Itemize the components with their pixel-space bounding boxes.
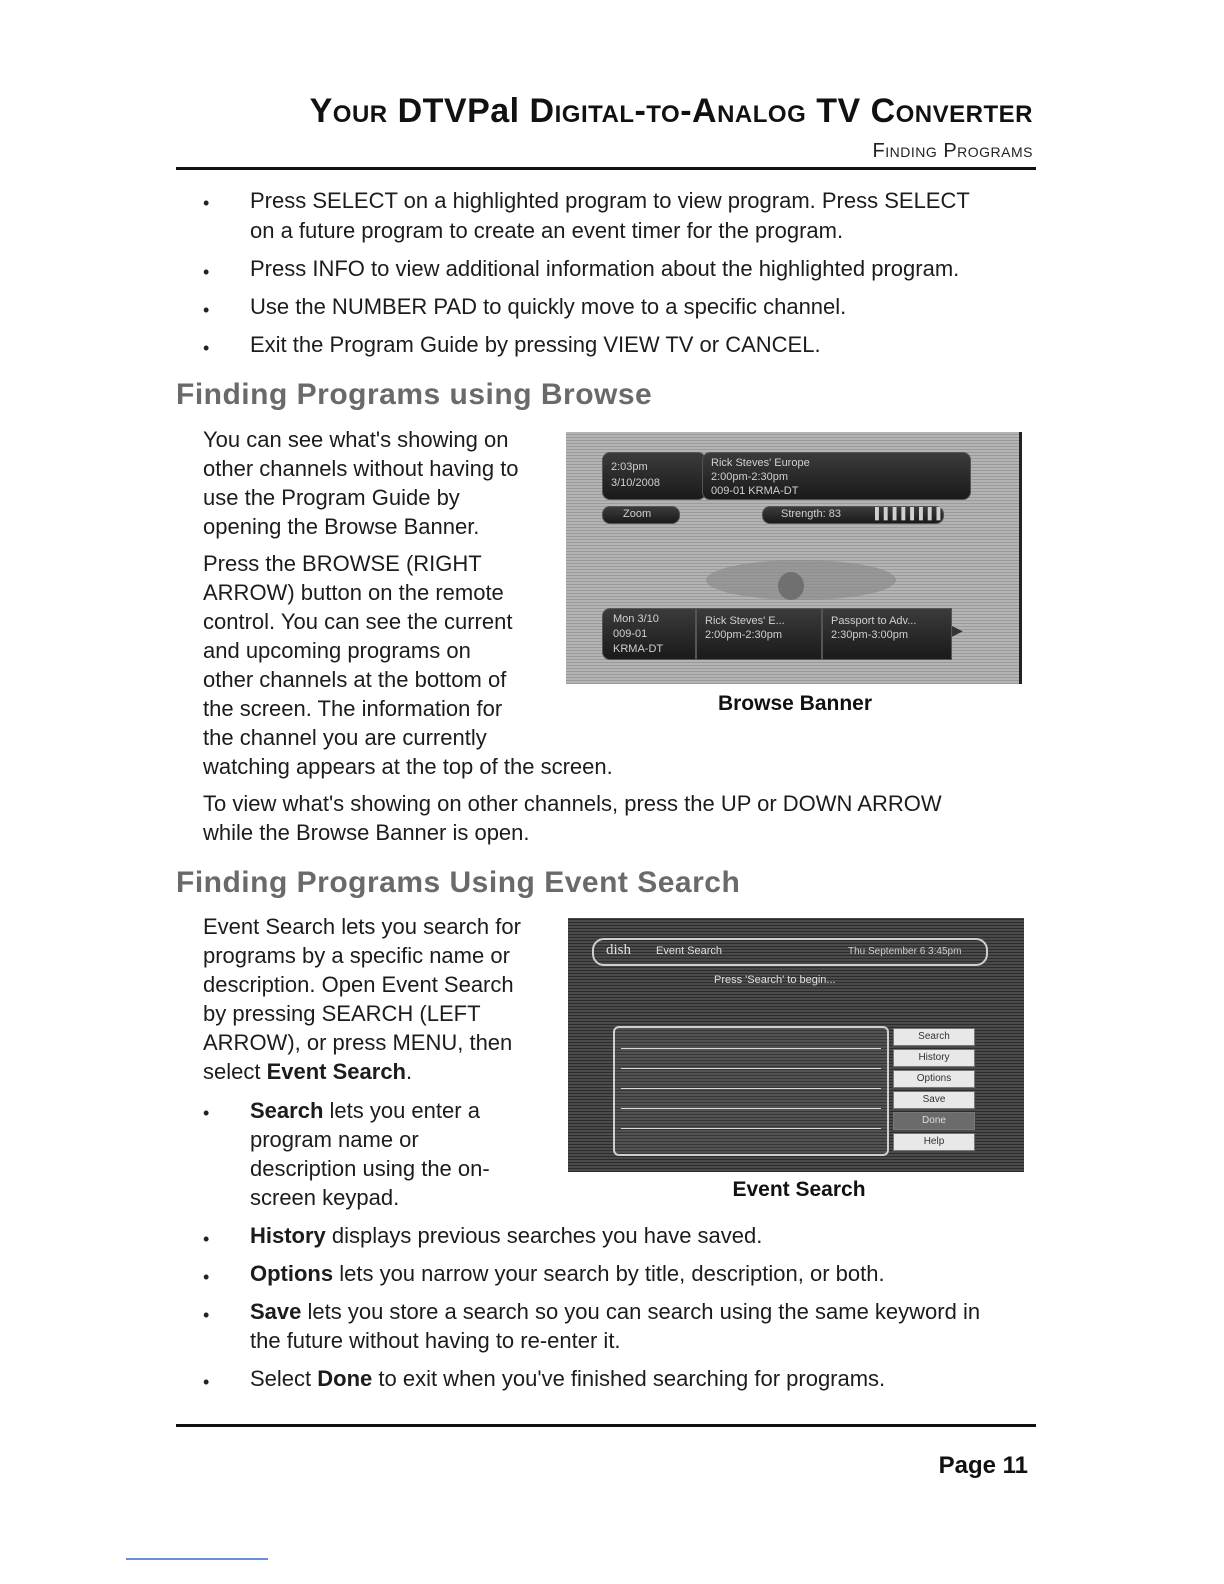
scene-figure bbox=[778, 572, 804, 600]
browse-para-line: use the Program Guide by bbox=[203, 485, 460, 510]
search-bullet-line bbox=[250, 1096, 480, 1125]
page-number: Page 11 bbox=[938, 1452, 1028, 1479]
browse-para-line: the screen. The information for bbox=[203, 696, 503, 721]
help-menu-button[interactable]: Help bbox=[893, 1133, 975, 1151]
browse-para-line: other channels at the bottom of bbox=[203, 667, 507, 692]
browse-para-line: To view what's showing on other channels, press the UP or DOWN ARROW bbox=[203, 791, 942, 816]
intro-bullet-line: on a future program to create an event timer for the program. bbox=[250, 218, 844, 243]
search-bullet-bold: Search bbox=[250, 1098, 324, 1123]
event-para-line: ARROW), or press MENU, then bbox=[203, 1030, 513, 1055]
title-part: TV bbox=[816, 92, 861, 130]
bullet-dot: • bbox=[203, 262, 210, 282]
event-bullet-text: to exit when you've finished searching for programs. bbox=[372, 1366, 886, 1391]
banner-date: 3/10/2008 bbox=[611, 477, 660, 489]
browse-banner-screenshot bbox=[566, 432, 1022, 684]
save-menu-button[interactable]: Save bbox=[893, 1091, 975, 1109]
event-search-prompt: Press 'Search' to begin... bbox=[714, 974, 836, 986]
event-search-date: Thu September 6 3:45pm bbox=[848, 946, 962, 957]
event-para-text: . bbox=[406, 1059, 413, 1084]
event-search-screenshot bbox=[568, 918, 1024, 1172]
event-search-heading: Finding Programs Using Event Search bbox=[176, 866, 741, 899]
panel-line bbox=[621, 1128, 881, 1129]
search-bullet-line: description using the on- bbox=[250, 1156, 490, 1181]
event-search-title-bar bbox=[592, 938, 988, 966]
event-bullet-line bbox=[250, 1364, 885, 1393]
browse-channel-num: 009-01 bbox=[613, 628, 648, 640]
panel-line bbox=[621, 1068, 881, 1069]
intro-bullet-line: Press INFO to view additional information about the highlighted program. bbox=[250, 256, 960, 281]
header-rule bbox=[176, 167, 1036, 170]
browse-program-1-time: 2:00pm-2:30pm bbox=[705, 629, 783, 641]
browse-para-line: opening the Browse Banner. bbox=[203, 514, 480, 539]
event-para-text: select bbox=[203, 1059, 267, 1084]
browse-para-line: You can see what's showing on bbox=[203, 427, 509, 452]
browse-program-2 bbox=[822, 608, 952, 660]
event-bullet-line bbox=[250, 1297, 980, 1326]
options-menu-button[interactable]: Options bbox=[893, 1070, 975, 1088]
browse-banner-caption: Browse Banner bbox=[717, 692, 873, 715]
title-part: Converter bbox=[860, 92, 1033, 130]
event-search-caption: Event Search bbox=[732, 1178, 866, 1201]
browse-day: Mon 3/10 bbox=[613, 613, 659, 625]
browse-right-arrow-icon: ▶ bbox=[952, 622, 963, 638]
search-results-panel bbox=[613, 1026, 889, 1156]
bullet-dot: • bbox=[203, 338, 210, 358]
browse-heading: Finding Programs using Browse bbox=[176, 378, 653, 411]
bullet-dot: • bbox=[203, 300, 210, 320]
banner-time: 2:03pm bbox=[611, 461, 648, 473]
browse-para-line: control. You can see the current bbox=[203, 609, 513, 634]
panel-line bbox=[621, 1048, 881, 1049]
browse-para-line: other channels without having to bbox=[203, 456, 519, 481]
dish-logo: dish bbox=[606, 942, 632, 958]
title-part: Digital-to-Analog bbox=[519, 92, 817, 130]
intro-bullet-line: Use the NUMBER PAD to quickly move to a specific channel. bbox=[250, 294, 847, 319]
section-subtitle: Finding Programs bbox=[872, 140, 1033, 162]
zoom-label: Zoom bbox=[623, 508, 652, 520]
search-menu-button[interactable]: Search bbox=[893, 1028, 975, 1046]
event-para-line: by pressing SEARCH (LEFT bbox=[203, 1001, 481, 1026]
intro-bullet-line: Exit the Program Guide by pressing VIEW TV or CANCEL. bbox=[250, 332, 821, 357]
strength-label: Strength: 83 bbox=[781, 508, 841, 520]
event-bullet-line: the future without having to re-enter it. bbox=[250, 1328, 621, 1353]
browse-station: KRMA-DT bbox=[613, 643, 664, 655]
event-bullet-line bbox=[250, 1259, 885, 1288]
bullet-dot: • bbox=[203, 1372, 210, 1392]
event-para-line: Event Search lets you search for bbox=[203, 914, 521, 939]
browse-program-1 bbox=[696, 608, 822, 660]
panel-line bbox=[621, 1088, 881, 1089]
done-menu-button[interactable]: Done bbox=[893, 1112, 975, 1130]
event-bullet-bold: Save bbox=[250, 1299, 302, 1324]
page-title bbox=[203, 92, 1033, 131]
browse-program-2-time: 2:30pm-3:00pm bbox=[831, 629, 909, 641]
event-para-line: programs by a specific name or bbox=[203, 943, 510, 968]
event-bullet-text: lets you narrow your search by title, description, or both. bbox=[333, 1261, 885, 1286]
search-bullet-line: program name or bbox=[250, 1127, 419, 1152]
bullet-dot: • bbox=[203, 1229, 210, 1249]
search-bullet-text: lets you enter a bbox=[323, 1098, 480, 1123]
browse-para-line: Press the BROWSE (RIGHT bbox=[203, 551, 482, 576]
event-bullet-text: displays previous searches you have saved. bbox=[325, 1223, 763, 1248]
browse-program-2-title: Passport to Adv... bbox=[831, 615, 917, 627]
title-part: Your bbox=[309, 92, 398, 130]
event-para-line bbox=[203, 1057, 412, 1086]
event-bullet-bold: Done bbox=[317, 1366, 373, 1391]
banner-clock-box bbox=[602, 452, 706, 500]
banner-program-title: Rick Steves' Europe bbox=[711, 457, 810, 469]
history-menu-button[interactable]: History bbox=[893, 1049, 975, 1067]
browse-para-line: while the Browse Banner is open. bbox=[203, 820, 530, 845]
browse-channel-box bbox=[602, 608, 696, 660]
panel-line bbox=[621, 1108, 881, 1109]
event-bullet-text: Select bbox=[250, 1366, 318, 1391]
bullet-dot: • bbox=[203, 193, 210, 213]
banner-channel: 009-01 KRMA-DT bbox=[711, 485, 799, 497]
event-para-bold: Event Search bbox=[266, 1059, 406, 1084]
event-search-screen-title: Event Search bbox=[656, 945, 723, 957]
browse-program-1-title: Rick Steves' E... bbox=[705, 615, 785, 627]
bullet-dot: • bbox=[203, 1305, 210, 1325]
browse-para-line: the channel you are currently bbox=[203, 725, 487, 750]
event-bullet-text: lets you store a search so you can search using the same keyword in bbox=[301, 1299, 981, 1324]
strength-bars: ▌▌▌▌▌▌▌▌ bbox=[875, 508, 946, 520]
browse-para-line: ARROW) button on the remote bbox=[203, 580, 504, 605]
footer-rule bbox=[176, 1424, 1036, 1427]
event-bullet-line bbox=[250, 1221, 762, 1250]
strength-pill bbox=[762, 506, 944, 524]
intro-bullet-line: Press SELECT on a highlighted program to view program. Press SELECT bbox=[250, 188, 970, 213]
event-para-line: description. Open Event Search bbox=[203, 972, 514, 997]
event-bullet-bold: Options bbox=[250, 1261, 334, 1286]
zoom-pill bbox=[602, 506, 680, 524]
banner-program-time: 2:00pm-2:30pm bbox=[711, 471, 789, 483]
bullet-dot: • bbox=[203, 1267, 210, 1287]
event-bullet-bold: History bbox=[250, 1223, 326, 1248]
search-bullet-line: screen keypad. bbox=[250, 1185, 400, 1210]
browse-para-line: watching appears at the top of the screen. bbox=[203, 754, 613, 779]
browse-para-line: and upcoming programs on bbox=[203, 638, 471, 663]
scan-artifact-line bbox=[126, 1558, 268, 1560]
banner-program-box bbox=[702, 452, 971, 500]
bullet-dot: • bbox=[203, 1103, 210, 1123]
title-part: DTVPal bbox=[397, 92, 520, 130]
